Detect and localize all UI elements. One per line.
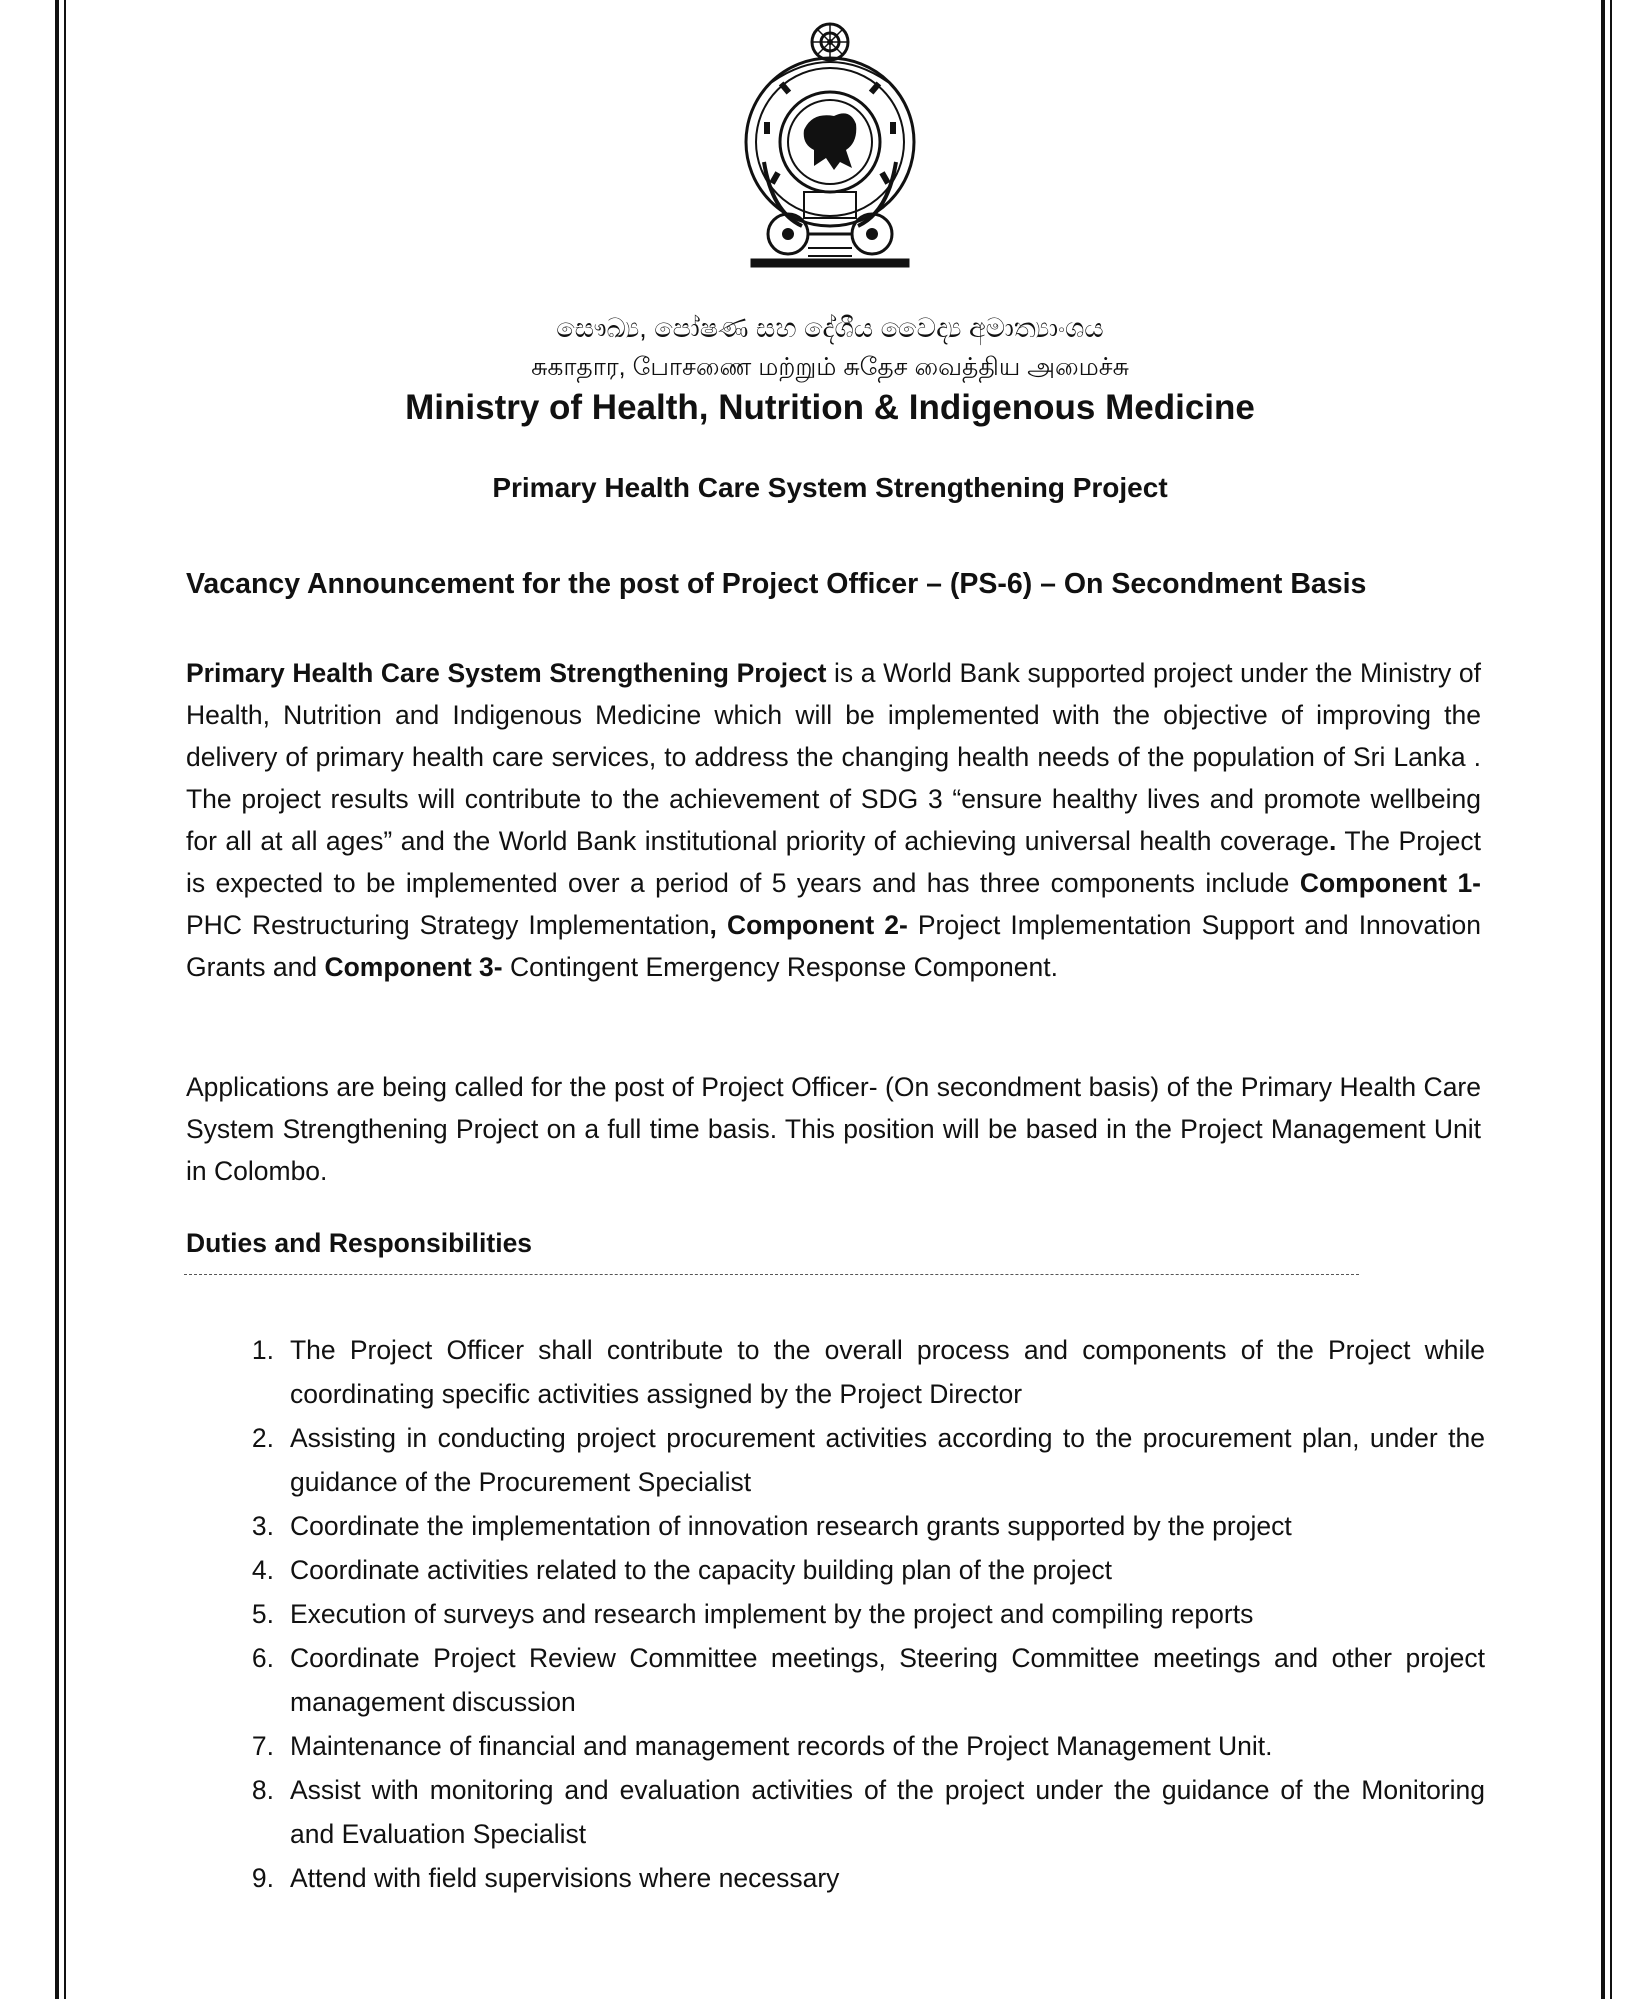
list-item-number: 4. (251, 1555, 274, 1585)
intro-bold-dot: . (1329, 826, 1337, 856)
component-1-label: Component 1- (1299, 868, 1482, 898)
intro-text-2: The Project is expected to be implemented over a period of 5 years and has three components include (186, 826, 1481, 898)
duties-list (220, 1328, 1485, 1900)
list-item-text: Coordinate the implementation of innovation research grants supported by the project (290, 1511, 1292, 1541)
vacancy-title: Vacancy Announcement for the post of Project Officer – (PS-6) – On Secondment Basis (186, 568, 1367, 600)
list-item-number: 6. (251, 1643, 274, 1673)
list-item-text: Maintenance of financial and management records of the Project Management Unit. (290, 1731, 1273, 1761)
ministry-name-tamil: சுகாதார, போசணை மற்றும் சுதேச வைத்திய அமைச்சு (531, 353, 1129, 381)
list-item-text: Execution of surveys and research implement by the project and compiling reports (290, 1599, 1254, 1629)
list-item-number: 2. (251, 1423, 274, 1453)
right-border-line (1601, 0, 1605, 1999)
list-item (220, 1504, 1485, 1548)
intro-text-1: is a World Bank supported project under the Ministry of Health, Nutrition and Indigenous Medicine which will be implemented with the objective of improving the delivery of primary health care services, to address the changing health needs of the population of Sri Lanka . The project results will contribute to the achievement of SDG 3 “ensure healthy lives and promote wellbeing for all at all ages” and the World Bank institutional priority of achieving universal health coverage (186, 658, 1481, 856)
list-item (220, 1636, 1485, 1724)
list-item-number: 3. (251, 1511, 274, 1541)
project-name-bold: Primary Health Care System Strengthening Project (186, 658, 827, 688)
list-item (220, 1724, 1485, 1768)
list-item-text: Attend with field supervisions where necessary (290, 1863, 840, 1893)
intro-text-5: Contingent Emergency Response Component. (502, 952, 1058, 982)
list-item (220, 1768, 1485, 1856)
project-name: Primary Health Care System Strengthening Project (492, 472, 1168, 503)
intro-paragraph (186, 652, 1481, 988)
left-border-line (55, 0, 59, 1999)
list-item-text: Assisting in conducting project procurement activities according to the procurement plan, under the guidance of the Procurement Specialist (290, 1423, 1485, 1497)
sri-lanka-emblem-icon (742, 12, 918, 270)
component-2-label: Component 2- (716, 910, 908, 940)
ministry-name-english: Ministry of Health, Nutrition & Indigenous Medicine (405, 388, 1255, 427)
list-item-text: The Project Officer shall contribute to the overall process and components of the Project while coordinating specific activities assigned by the Project Director (290, 1335, 1485, 1409)
left-border-line-inner (64, 0, 66, 1999)
list-item (220, 1592, 1485, 1636)
duties-divider (184, 1274, 1359, 1275)
list-item (220, 1328, 1485, 1416)
list-item-text: Coordinate activities related to the capacity building plan of the project (290, 1555, 1112, 1585)
component-3-label: Component 3- (324, 952, 503, 982)
intro-bold-comma: , (709, 910, 717, 940)
list-item-text: Coordinate Project Review Committee meetings, Steering Committee meetings and other project management discussion (290, 1643, 1485, 1717)
applications-paragraph: Applications are being called for the post of Project Officer- (On secondment basis) of the Primary Health Care System Strengthening Project on a full time basis. This position will be based in the Project Management Unit in Colombo. (186, 1072, 1481, 1186)
list-item (220, 1856, 1485, 1900)
list-item-text: Assist with monitoring and evaluation activities of the project under the guidance of the Monitoring and Evaluation Specialist (290, 1775, 1485, 1849)
ministry-name-sinhala: සෞඛ්‍ය, පෝෂණ සහ දේශීය වෛද්‍ය අමාත්‍යාංශය (556, 313, 1104, 343)
list-item (220, 1548, 1485, 1592)
list-item-number: 1. (251, 1335, 274, 1365)
list-item-number: 7. (251, 1731, 274, 1761)
right-border-line-inner (1610, 0, 1612, 1999)
list-item (220, 1416, 1485, 1504)
list-item-number: 8. (251, 1775, 274, 1805)
duties-heading: Duties and Responsibilities (186, 1228, 533, 1258)
intro-text-3: PHC Restructuring Strategy Implementation (186, 910, 710, 940)
intro-text-4: Project Implementation Support and Innovation Grants and (186, 910, 1481, 982)
list-item-number: 5. (251, 1599, 274, 1629)
list-item-number: 9. (251, 1863, 274, 1893)
